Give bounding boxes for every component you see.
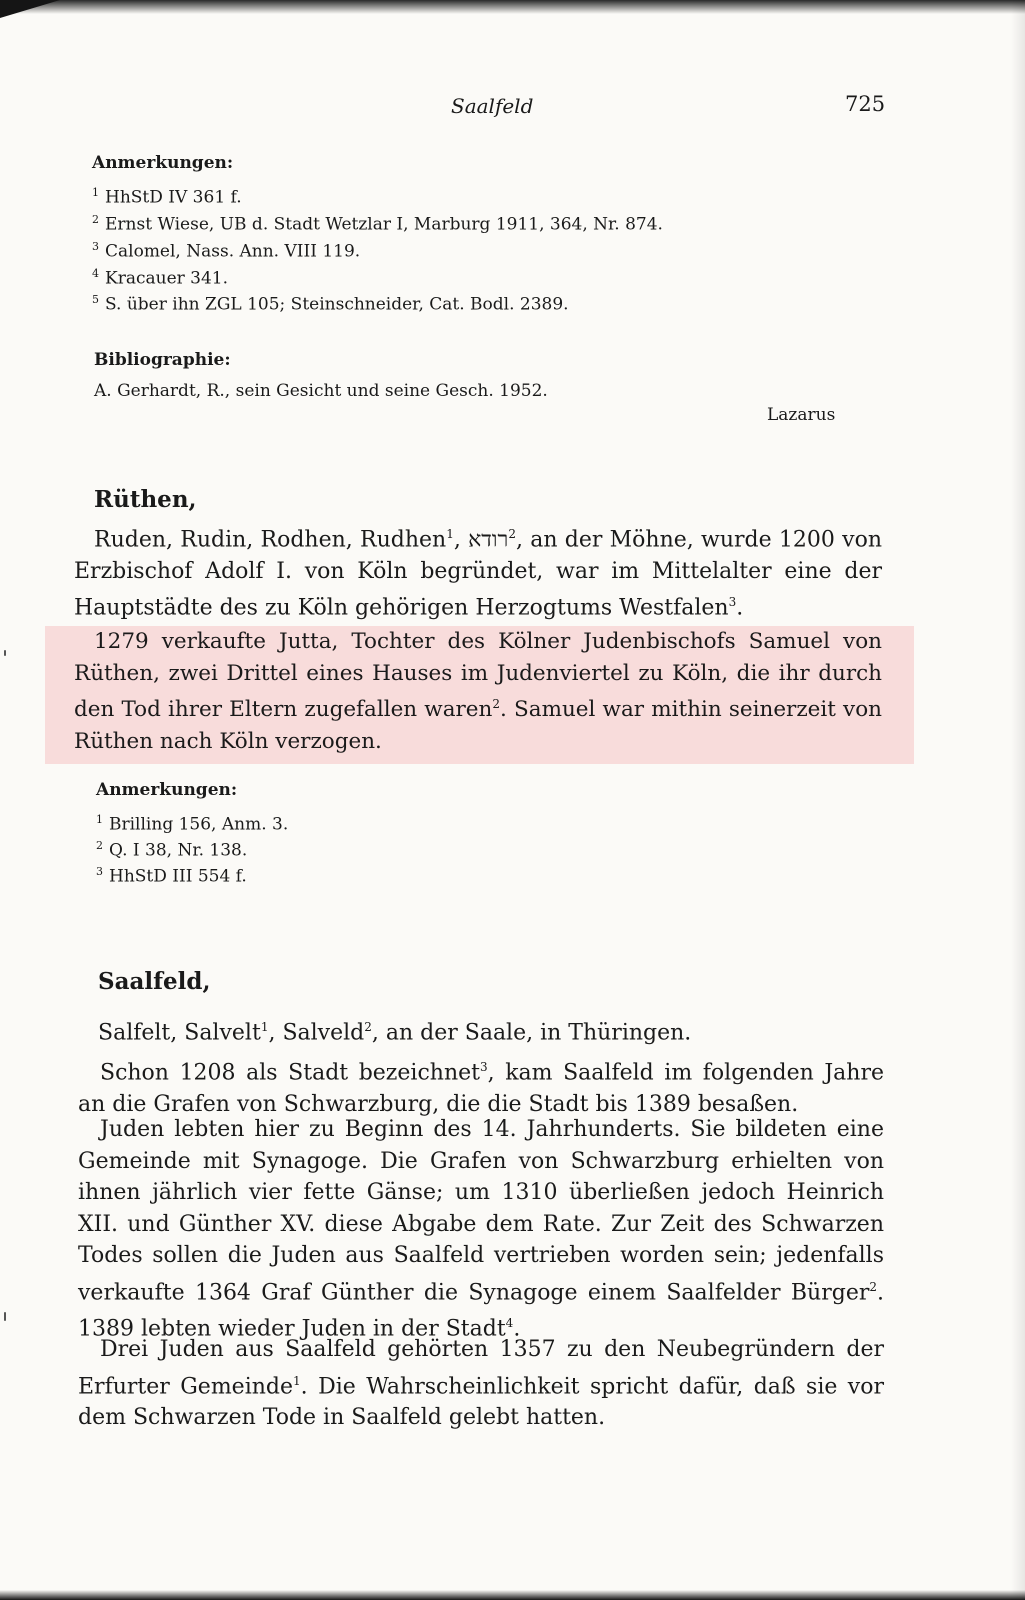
page-right-shadow [1011, 0, 1025, 1600]
note-item: $^2$ Ernst Wiese, UB d. Stadt Wetzlar I, Marburg 1911, 364, Nr. 874. [92, 213, 663, 235]
note-item: $^4$ Kracauer 341. [92, 267, 229, 289]
page-top-shadow [0, 0, 1025, 14]
notes-heading: Anmerkungen: [92, 153, 234, 173]
page-bottom-shadow [0, 1590, 1025, 1600]
section-title-saalfeld: Saalfeld, [98, 968, 211, 995]
section-title-ruethen: Rüthen, [94, 486, 197, 513]
ruethen-paragraph-1: Ruden, Rudin, Rodhen, Rudhen$^1$, רודא$^2$, an der Möhne, wurde 1200 von Erzbischof Adolf I. von Köln begründet, war im Mittelalter eine der Hauptstädte des zu Köln gehörigen Herzogtums Westfalen$^3$. [74, 527, 882, 621]
notes-heading: Anmerkungen: [96, 780, 238, 800]
saalfeld-paragraph-3: Juden lebten hier zu Beginn des 14. Jahrhunderts. Sie bildeten eine Gemeinde mit Synagoge. Die Grafen von Schwarzburg erhielten von ihnen jährlich vier fette Gänse; um 1310 überließen jedoch Heinrich XII. und Günther XV. diese Abgabe dem Rate. Zur Zeit des Schwarzen Todes sollen die Juden aus Saalfeld vertrieben worden sein; jedenfalls verkaufte 1364 Graf Günther die Synagoge einem Saalfelder Bürger$^2$. 1389 lebten wieder Juden in der Stadt$^4$. [78, 1117, 884, 1342]
note-item: $^3$ HhStD III 554 f. [96, 865, 247, 887]
running-head: Saalfeld [451, 94, 534, 118]
saalfeld-paragraph-1: Salfelt, Salvelt$^1$, Salveld$^2$, an der Saale, in Thüringen. [98, 1020, 692, 1046]
author-signature: Lazarus [767, 405, 836, 425]
page-number: 725 [845, 92, 886, 116]
saalfeld-paragraph-2: Schon 1208 als Stadt bezeichnet$^3$, kam Saalfeld im folgenden Jahre an die Grafen von Schwarzburg, die die Stadt bis 1389 besaßen. [78, 1060, 884, 1117]
page-speck [4, 650, 6, 656]
bibliography-heading: Bibliographie: [94, 350, 231, 370]
note-item: $^1$ Brilling 156, Anm. 3. [96, 813, 289, 835]
saalfeld-paragraph-4: Drei Juden aus Saalfeld gehörten 1357 zu den Neubegründern der Erfurter Gemeinde$^1$. Die Wahrscheinlichkeit spricht dafür, daß sie vor dem Schwarzen Tode in Saalfeld gelebt hatten. [78, 1337, 885, 1431]
page-speck [4, 1312, 6, 1321]
bibliography-entry: A. Gerhardt, R., sein Gesicht und seine Gesch. 1952. [94, 381, 548, 401]
note-item: $^2$ Q. I 38, Nr. 138. [96, 839, 248, 861]
note-item: $^5$ S. über ihn ZGL 105; Steinschneider, Cat. Bodl. 2389. [92, 293, 569, 315]
ruethen-paragraph-2: 1279 verkaufte Jutta, Tochter des Kölner Judenbischofs Samuel von Rüthen, zwei Drittel eines Hauses im Judenviertel zu Köln, die ihr durch den Tod ihrer Eltern zugefallen waren$^2$. Samuel war mithin seinerzeit von Rüthen nach Köln verzogen. [74, 629, 882, 754]
page-corner-shadow [0, 0, 60, 18]
note-item: $^1$ HhStD IV 361 f. [92, 186, 242, 208]
note-item: $^3$ Calomel, Nass. Ann. VIII 119. [92, 240, 361, 262]
